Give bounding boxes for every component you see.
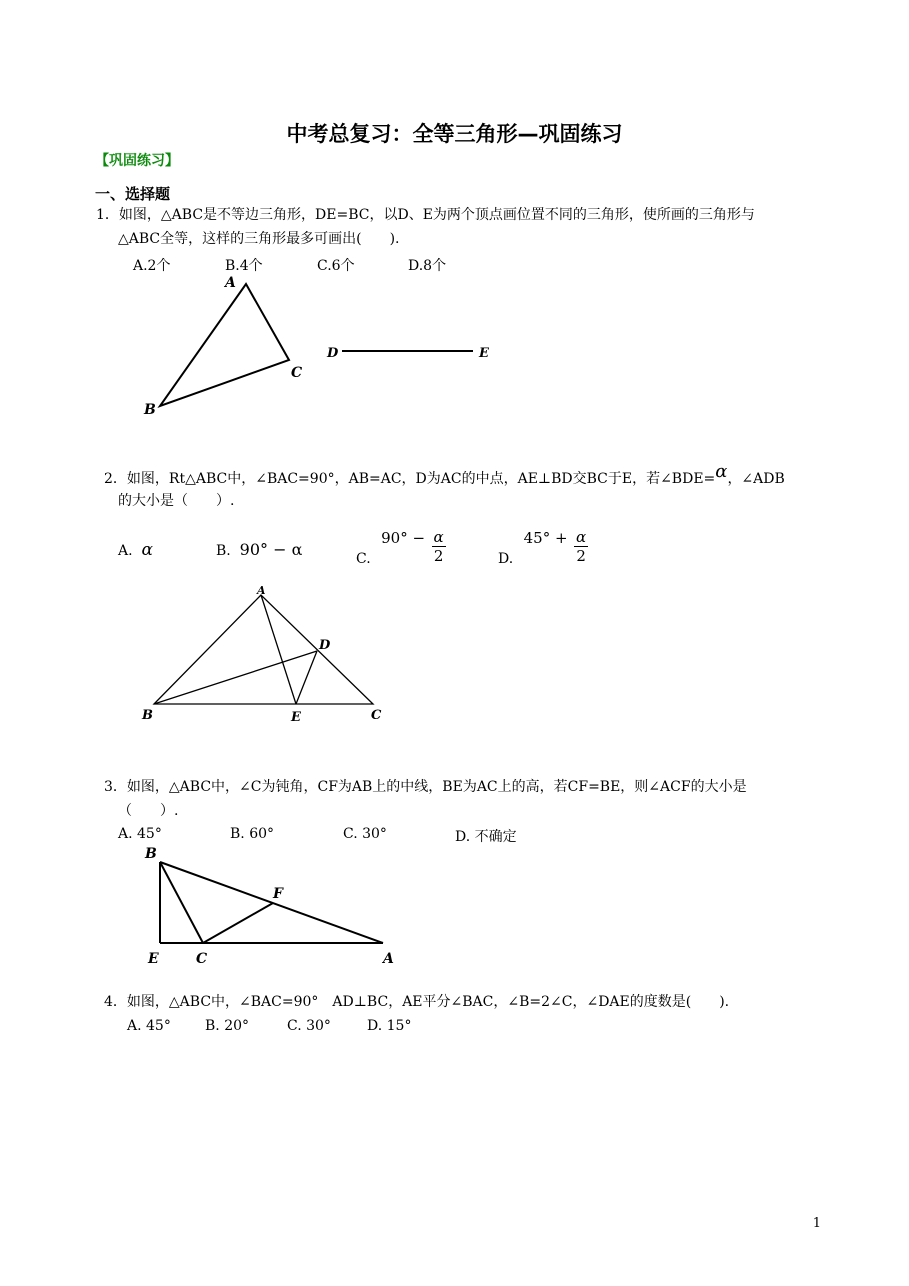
q2-segment-bd bbox=[154, 651, 317, 704]
q3-label-a: A bbox=[383, 951, 394, 967]
q4-option-b: B. 20° bbox=[205, 1018, 250, 1034]
q2-line1-text: 2．如图，Rt△ABC中，∠BAC=90°，AB=AC，D为AC的中点，AE⊥BD交BC于E，若∠BDE= bbox=[104, 471, 716, 487]
q1-label-b: B bbox=[144, 402, 156, 418]
q1-label-a: A bbox=[225, 275, 236, 291]
q2-line1 bbox=[104, 461, 785, 490]
q2-label-a: A bbox=[257, 584, 266, 597]
q3-segment-cf bbox=[203, 903, 273, 943]
q2-label-e: E bbox=[291, 710, 301, 725]
q4-option-d: D. 15° bbox=[367, 1018, 412, 1034]
section-heading: 一、选择题 bbox=[95, 185, 171, 203]
q1-label-c: C bbox=[291, 365, 303, 381]
q3-option-a: A. 45° bbox=[118, 826, 162, 842]
q1-label-d: D bbox=[327, 346, 339, 361]
q3-option-c: C. 30° bbox=[343, 826, 387, 842]
q3-segment-ba bbox=[160, 862, 383, 943]
q3-figure bbox=[0, 840, 909, 970]
q3-label-f: F bbox=[273, 886, 283, 902]
q4-option-c: C. 30° bbox=[287, 1018, 331, 1034]
q3-label-e: E bbox=[148, 951, 159, 967]
q2-option-a: A. α bbox=[118, 540, 153, 560]
q1-triangle-abc bbox=[160, 284, 289, 406]
q3-label-b: B bbox=[145, 846, 157, 862]
page-number: 1 bbox=[812, 1216, 821, 1231]
q2-triangle-abc bbox=[154, 595, 373, 704]
q1-figure bbox=[0, 0, 909, 440]
q4-line1: 4．如图，△ABC中，∠BAC=90° AD⊥BC，AE平分∠BAC，∠B=2∠C，∠DAE的度数是( ). bbox=[104, 994, 730, 1010]
q1-option-b: B.4个 bbox=[225, 258, 263, 274]
q1-line2: △ABC全等，这样的三角形最多可画出( ). bbox=[118, 231, 400, 247]
q3-segment-bc bbox=[160, 862, 203, 943]
q1-option-d: D.8个 bbox=[408, 258, 447, 274]
q2-alpha: α bbox=[715, 461, 728, 482]
q1-option-a: A.2个 bbox=[133, 258, 171, 274]
q2-line2: 的大小是（ ）. bbox=[118, 493, 235, 509]
q2-segment-de bbox=[296, 651, 317, 704]
q3-label-c: C bbox=[196, 951, 208, 967]
q2-line1-tail: ，∠ADB bbox=[727, 471, 785, 487]
q2-option-d: D. 45° + $\frac{\alpha}{2}$ bbox=[498, 528, 587, 567]
q2-option-b: B. 90° − α bbox=[216, 540, 303, 559]
q2-figure bbox=[0, 570, 909, 730]
q2-label-b: B bbox=[142, 708, 153, 723]
q2-label-c: C bbox=[371, 708, 382, 723]
page-title: 中考总复习：全等三角形—巩固练习 bbox=[286, 122, 623, 146]
q1-line1: 1．如图，△ABC是不等边三角形，DE=BC，以D、E为两个顶点画位置不同的三角形，使所画的三角形与 bbox=[96, 207, 755, 223]
q4-option-a: A. 45° bbox=[127, 1018, 171, 1034]
q2-label-d: D bbox=[319, 638, 331, 653]
q3-option-b: B. 60° bbox=[230, 826, 275, 842]
q3-option-d: D. 不确定 bbox=[455, 829, 517, 845]
q1-option-c: C.6个 bbox=[317, 258, 355, 274]
q2-option-c: C. 90° − $\frac{\alpha}{2}$ bbox=[356, 528, 444, 567]
q1-label-e: E bbox=[479, 346, 489, 361]
q3-line2: （ ）. bbox=[118, 803, 179, 819]
q3-line1: 3．如图，△ABC中，∠C为钝角，CF为AB上的中线，BE为AC上的高，若CF=BE，则∠ACF的大小是 bbox=[104, 779, 747, 795]
section-tag: 【巩固练习】 bbox=[95, 153, 179, 169]
